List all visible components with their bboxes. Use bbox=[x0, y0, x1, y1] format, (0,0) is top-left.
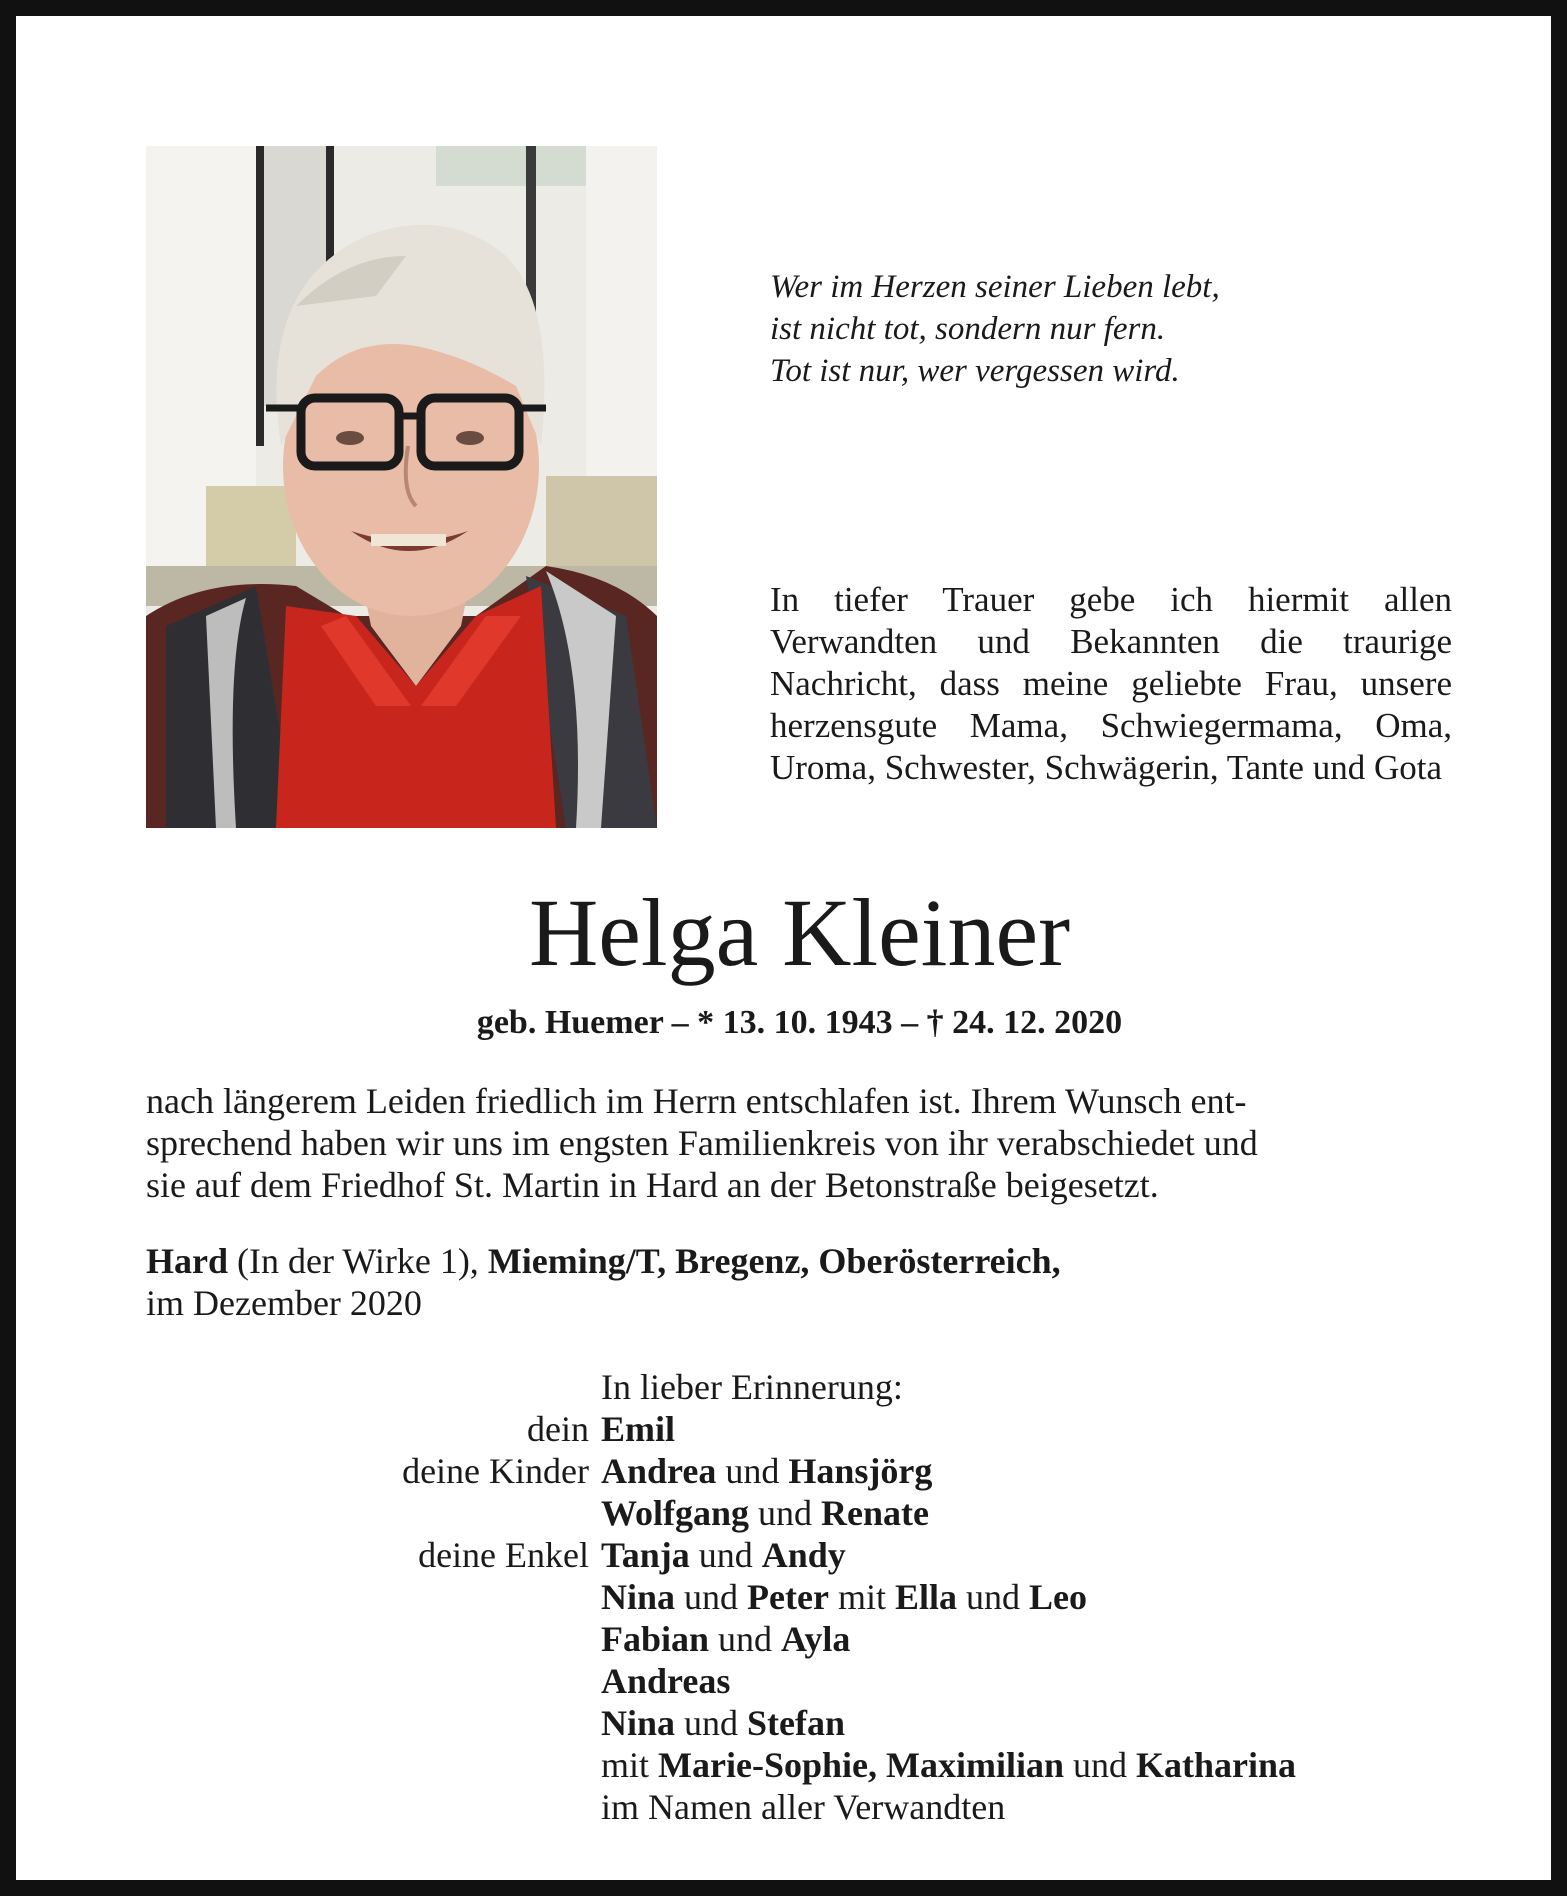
mourner-name: Andrea bbox=[601, 1451, 717, 1491]
mourner-name: Stefan bbox=[747, 1703, 846, 1743]
announcement-line: nach längerem Leiden friedlich im Herrn entschlafen ist. Ihrem Wunsch ent- bbox=[146, 1081, 1247, 1121]
mourner-name: Marie-Sophie, Maximilian bbox=[658, 1745, 1064, 1785]
life-dates: geb. Huemer – * 13. 10. 1943 – † 24. 12. 2020 bbox=[476, 1004, 1123, 1041]
place-hard: Hard bbox=[146, 1241, 229, 1281]
place-others: Mieming/T, Bregenz, Oberösterreich, bbox=[487, 1241, 1061, 1281]
connector-text: mit bbox=[828, 1577, 895, 1617]
mourner-name: Renate bbox=[821, 1493, 929, 1533]
mourner-name: Wolfgang bbox=[601, 1493, 750, 1533]
mourner-names bbox=[601, 1576, 1087, 1618]
connector-text: mit bbox=[601, 1745, 659, 1785]
mourner-row bbox=[16, 1576, 1567, 1618]
mourner-names bbox=[601, 1660, 730, 1702]
place-address: (In der Wirke 1), bbox=[228, 1241, 488, 1281]
mourner-row bbox=[16, 1660, 1567, 1702]
mourner-names bbox=[601, 1492, 929, 1534]
mourner-relation: deine Enkel bbox=[418, 1535, 589, 1575]
connector-text: und bbox=[675, 1703, 748, 1743]
mourner-name: Ella bbox=[894, 1577, 957, 1617]
mourner-name: Leo bbox=[1028, 1577, 1087, 1617]
mourner-names bbox=[601, 1786, 1005, 1828]
deceased-name: Helga Kleiner bbox=[528, 879, 1071, 986]
mourner-row bbox=[16, 1450, 1567, 1492]
motto-quote bbox=[770, 266, 1470, 392]
announcement-line: sie auf dem Friedhof St. Martin in Hard an der Betonstraße beigesetzt. bbox=[146, 1165, 1159, 1205]
connector-text: und bbox=[716, 1451, 789, 1491]
motto-line: ist nicht tot, sondern nur fern. bbox=[770, 311, 1166, 347]
mourner-row bbox=[16, 1534, 1567, 1576]
motto-line: Wer im Herzen seiner Lieben lebt, bbox=[770, 269, 1220, 305]
mourner-name: Andreas bbox=[601, 1661, 731, 1701]
mourner-name: Andy bbox=[761, 1535, 846, 1575]
mourner-name: Ayla bbox=[781, 1619, 851, 1659]
mourner-row bbox=[16, 1744, 1567, 1786]
mourner-row bbox=[16, 1492, 1567, 1534]
mourner-name: Fabian bbox=[601, 1619, 710, 1659]
connector-text: und bbox=[689, 1535, 762, 1575]
intro-paragraph: In tiefer Trauer gebe ich hiermit allen Verwandten und Bekannten die traurige Nachricht, dass meine geliebte Frau, unsere herzensgute Mama, Schwiegermama, Oma, Uroma, Schwester, Schwägerin, Tante und Gota bbox=[770, 580, 1452, 787]
places-line bbox=[146, 1240, 1466, 1282]
mourner-names bbox=[601, 1450, 932, 1492]
announcement-text bbox=[146, 1080, 1454, 1206]
mourner-names bbox=[601, 1534, 846, 1576]
mourner-names bbox=[601, 1744, 1296, 1786]
mourner-name: Tanja bbox=[601, 1535, 690, 1575]
mourner-relation: dein bbox=[527, 1409, 589, 1449]
mourner-relation: deine Kinder bbox=[402, 1451, 589, 1491]
connector-text: und bbox=[749, 1493, 822, 1533]
announcement-line: sprechend haben wir uns im engsten Familienkreis von ihr verabschiedet und bbox=[146, 1123, 1258, 1163]
portrait-photo bbox=[146, 146, 657, 828]
mourner-row bbox=[16, 1618, 1567, 1660]
mourner-row bbox=[16, 1702, 1567, 1744]
mourner-name: Emil bbox=[601, 1409, 676, 1449]
mourners-heading-row bbox=[16, 1366, 1567, 1408]
mourner-row bbox=[16, 1786, 1567, 1828]
mourners-rows bbox=[16, 1408, 1567, 1828]
date-line: im Dezember 2020 bbox=[146, 1283, 422, 1323]
mourner-names bbox=[601, 1702, 845, 1744]
connector-text: und bbox=[956, 1577, 1029, 1617]
mourner-name: Katharina bbox=[1135, 1745, 1296, 1785]
places-and-date bbox=[146, 1240, 1466, 1324]
connector-text: und bbox=[675, 1577, 748, 1617]
mourners-list bbox=[16, 1366, 1567, 1828]
mourners-heading: In lieber Erinnerung: bbox=[601, 1367, 903, 1407]
mourner-name: Nina bbox=[601, 1577, 676, 1617]
mourner-names bbox=[601, 1408, 675, 1450]
mourner-row bbox=[16, 1408, 1567, 1450]
mourner-name: Hansjörg bbox=[788, 1451, 933, 1491]
mourner-names bbox=[601, 1618, 850, 1660]
connector-text: und bbox=[709, 1619, 782, 1659]
motto-line: Tot ist nur, wer vergessen wird. bbox=[770, 353, 1180, 389]
connector-text: und bbox=[1063, 1745, 1136, 1785]
mourner-name: Peter bbox=[747, 1577, 829, 1617]
connector-text: im Namen aller Verwandten bbox=[601, 1787, 1006, 1827]
mourner-name: Nina bbox=[601, 1703, 676, 1743]
